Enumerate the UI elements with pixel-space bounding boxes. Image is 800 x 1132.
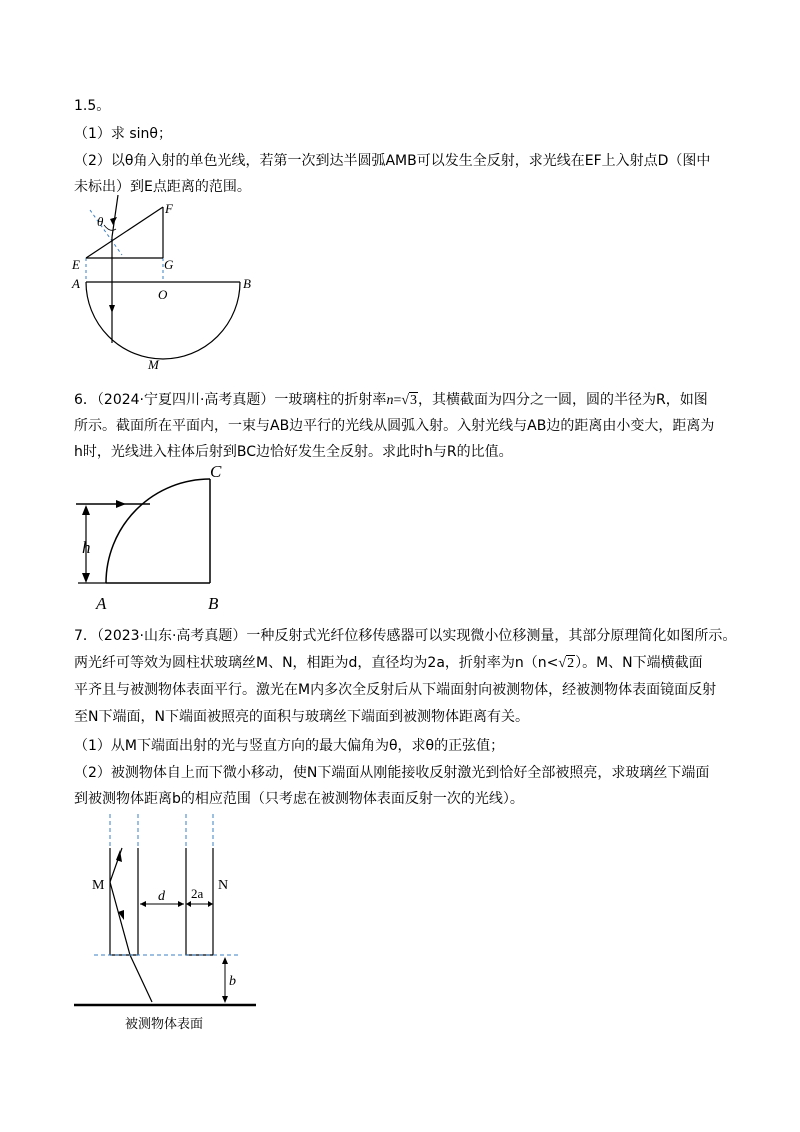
label-A: A [96,594,107,613]
label-N: N [218,878,229,893]
p7-question-2-line2: 到被测物体距离b的相应范围（只考虑在被测物体表面反射一次的光线）。 [74,791,524,807]
label-M: M [148,357,159,370]
d-arrow-left [140,901,146,907]
p6-line1-text: 6．（2024·宁夏四川·高考真题）一玻璃柱的折射率 [74,392,387,408]
p6-line1-tail: ，其横截面为四分之一圆，圆的半径为R，如图 [418,392,708,408]
label-C: C [210,465,222,481]
p6-root-value: 3 [410,393,418,408]
label-M: M [92,878,105,893]
p7-line2-tail: ）。M、N下端横截面 [575,655,703,671]
label-h: h [82,538,91,557]
b-arrow-down [222,996,228,1003]
label-F: F [165,201,173,216]
ray-arrow [110,217,117,225]
laser-path [110,848,152,1002]
label-G: G [164,257,174,272]
prev-question-2-line1: （2）以θ角入射的单色光线，若第一次到达半圆弧AMB可以发生全反射，求光线在EF上入射点D（图中 [74,153,711,169]
2a-arrow-right [208,901,213,907]
label-surface: 被测物体表面 [125,1016,204,1031]
p6-n-symbol: n [386,393,394,408]
2a-arrow-left [186,901,191,907]
incident-ray [112,195,118,237]
label-theta: θ [97,214,104,229]
label-2a: 2a [191,886,204,901]
label-E: E [72,257,80,272]
p7-line2: 两光纤可等效为圆柱状玻璃丝M、N，相距为d，直径均为2a，折射率为n（n<√2）。M、N下端横截面 [74,655,703,671]
p6-ray-arrow [116,500,126,508]
p6-figure [70,465,240,615]
label-d: d [158,889,165,904]
p7-line2-text: 两光纤可等效为圆柱状玻璃丝M、N，相距为d，直径均为2a，折射率为n（n< [74,655,559,671]
prev-question-1: （1）求 sinθ； [74,126,172,142]
h-arrow-up [82,505,90,515]
p6-line1: 6．（2024·宁夏四川·高考真题）一玻璃柱的折射率n=√3，其横截面为四分之一圆，圆的半径为R，如图 [74,392,708,408]
p7-figure [70,812,270,1037]
label-b: b [229,974,236,989]
label-B: B [243,276,251,291]
prev-question-2-line2: 未标出）到E点距离的范围。 [74,179,251,195]
prev-answer-tail: 1.5。 [74,98,111,114]
p6-line2: 所示。截面所在平面内，一束与AB边平行的光线从圆弧入射。入射光线与AB边的距离由小变大，距离为 [74,418,715,434]
label-B: B [208,594,219,613]
p7-line4: 至N下端面，N下端面被照亮的面积与玻璃丝下端面到被测物体距离有关。 [74,709,529,725]
quarter-arc [106,479,210,583]
p7-question-1: （1）从M下端面出射的光与竖直方向的最大偏角为θ，求θ的正弦值； [74,738,505,754]
p6-line3: h时，光线进入柱体后射到BC边恰好发生全反射。求此时h与R的比值。 [74,444,513,460]
ray-arrow-down [109,305,115,313]
p7-line3: 平齐且与被测物体表面平行。激光在M内多次全反射后从下端面射向被测物体，经被测物体表面镜面反射 [74,682,717,698]
prev-figure [60,195,260,370]
p6-equals: = [393,393,402,408]
d-arrow-right [178,901,184,907]
label-A: A [72,276,80,291]
p7-line1: 7．（2023·山东·高考真题）一种反射式光纤位移传感器可以实现微小位移测量，其部分原理简化如图所示。 [74,628,737,644]
p7-root-value: 2 [567,656,575,671]
p7-question-2-line1: （2）被测物体自上而下微小移动，使N下端面从刚能接收反射激光到恰好全部被照亮，求玻璃丝下端面 [74,765,710,781]
b-arrow-up [222,957,228,964]
h-arrow-down [82,573,90,583]
label-O: O [158,287,168,302]
normal-dashed-line [90,210,122,255]
